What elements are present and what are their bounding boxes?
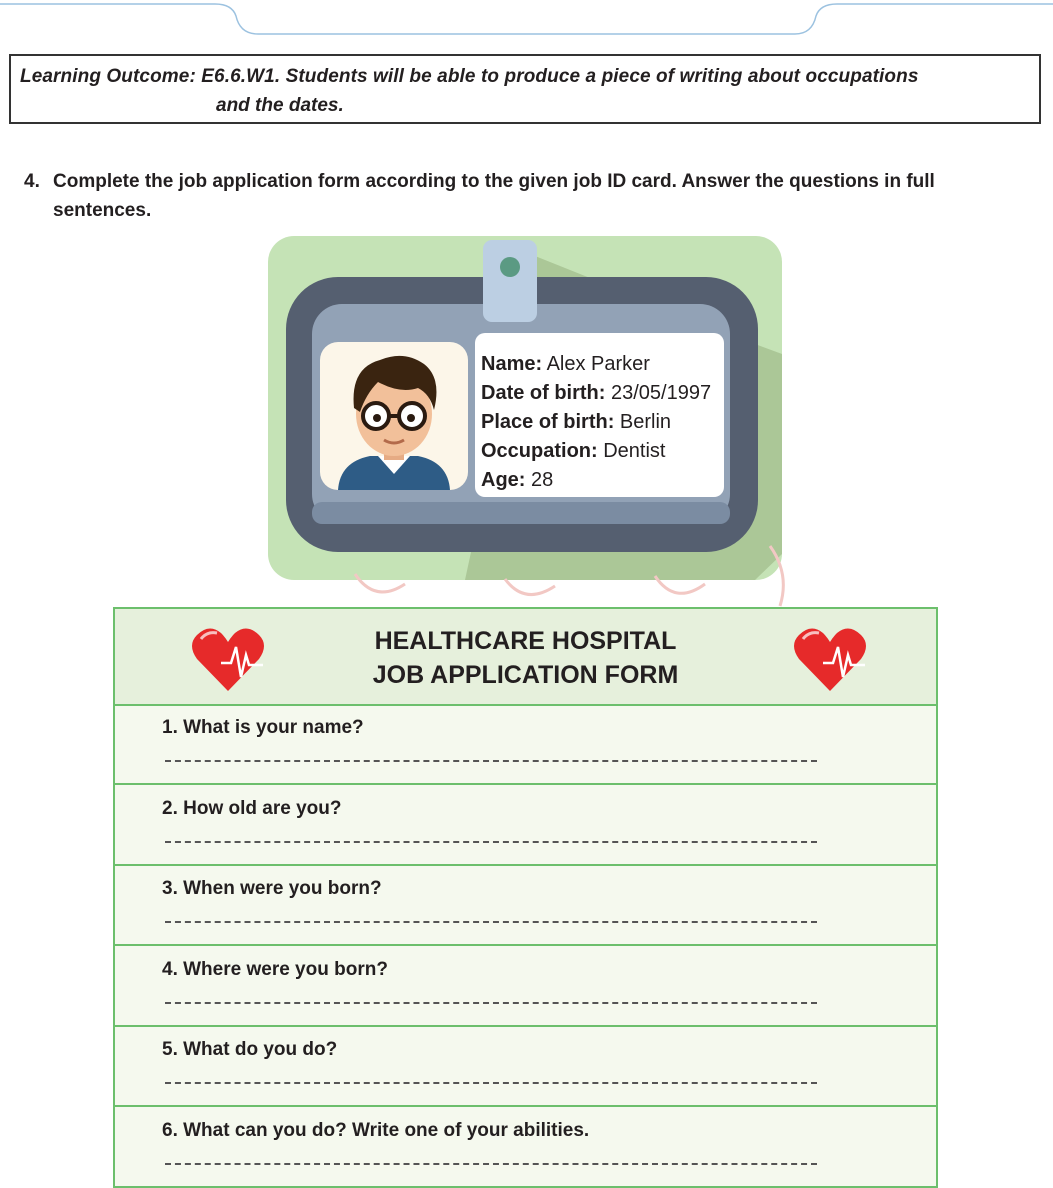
form-question-row [115,947,936,1027]
answer-line[interactable] [165,921,817,923]
field-label: Occupation: [481,440,598,462]
form-header [115,609,936,706]
task-instruction-cont: sentences. [53,200,152,221]
id-card-field [481,408,711,437]
learning-outcome-text: Learning Outcome: E6.6.W1. Students will be able to produce a piece of writing about occupations [20,66,919,87]
id-card-field [481,466,711,495]
question-text: 3. When were you born? [162,878,382,899]
form-question-row [115,1108,936,1188]
question-text: 5. What do you do? [162,1039,338,1060]
id-card-field [481,379,711,408]
task-instruction: Complete the job application form according to the given job ID card. Answer the questions in full [53,171,935,192]
task-number: 4. [24,171,40,192]
page-tab-header [0,0,1053,40]
question-text: 1. What is your name? [162,717,364,738]
answer-line[interactable] [165,1082,817,1084]
field-value: Alex Parker [546,353,650,375]
card-clip [483,240,537,322]
field-label: Place of birth: [481,411,615,433]
job-application-form [113,607,938,1188]
form-question-row [115,786,936,866]
field-label: Age: [481,469,526,491]
id-card-field [481,350,711,379]
field-label: Name: [481,353,543,375]
form-title: HEALTHCARE HOSPITAL [374,627,677,655]
answer-line[interactable] [165,1163,817,1165]
answer-line[interactable] [165,1002,817,1004]
answer-line[interactable] [165,841,817,843]
form-subtitle: JOB APPLICATION FORM [372,661,679,689]
field-value: 23/05/1997 [611,382,712,404]
form-question-row [115,705,936,785]
heartbeat-heart-icon [793,625,867,693]
question-text: 2. How old are you? [162,798,342,819]
question-text: 6. What can you do? Write one of your abilities. [162,1120,590,1141]
field-value: 28 [531,469,554,491]
id-card-field [481,437,711,466]
question-text: 4. Where were you born? [162,959,388,980]
field-label: Date of birth: [481,382,606,404]
answer-line[interactable] [165,760,817,762]
field-value: Berlin [619,411,672,433]
form-question-row [115,866,936,946]
id-card-details [481,350,711,495]
learning-outcome-box [9,54,1041,124]
field-value: Dentist [603,440,666,462]
learning-outcome-text-cont: and the dates. [216,95,344,116]
form-question-row [115,1027,936,1107]
